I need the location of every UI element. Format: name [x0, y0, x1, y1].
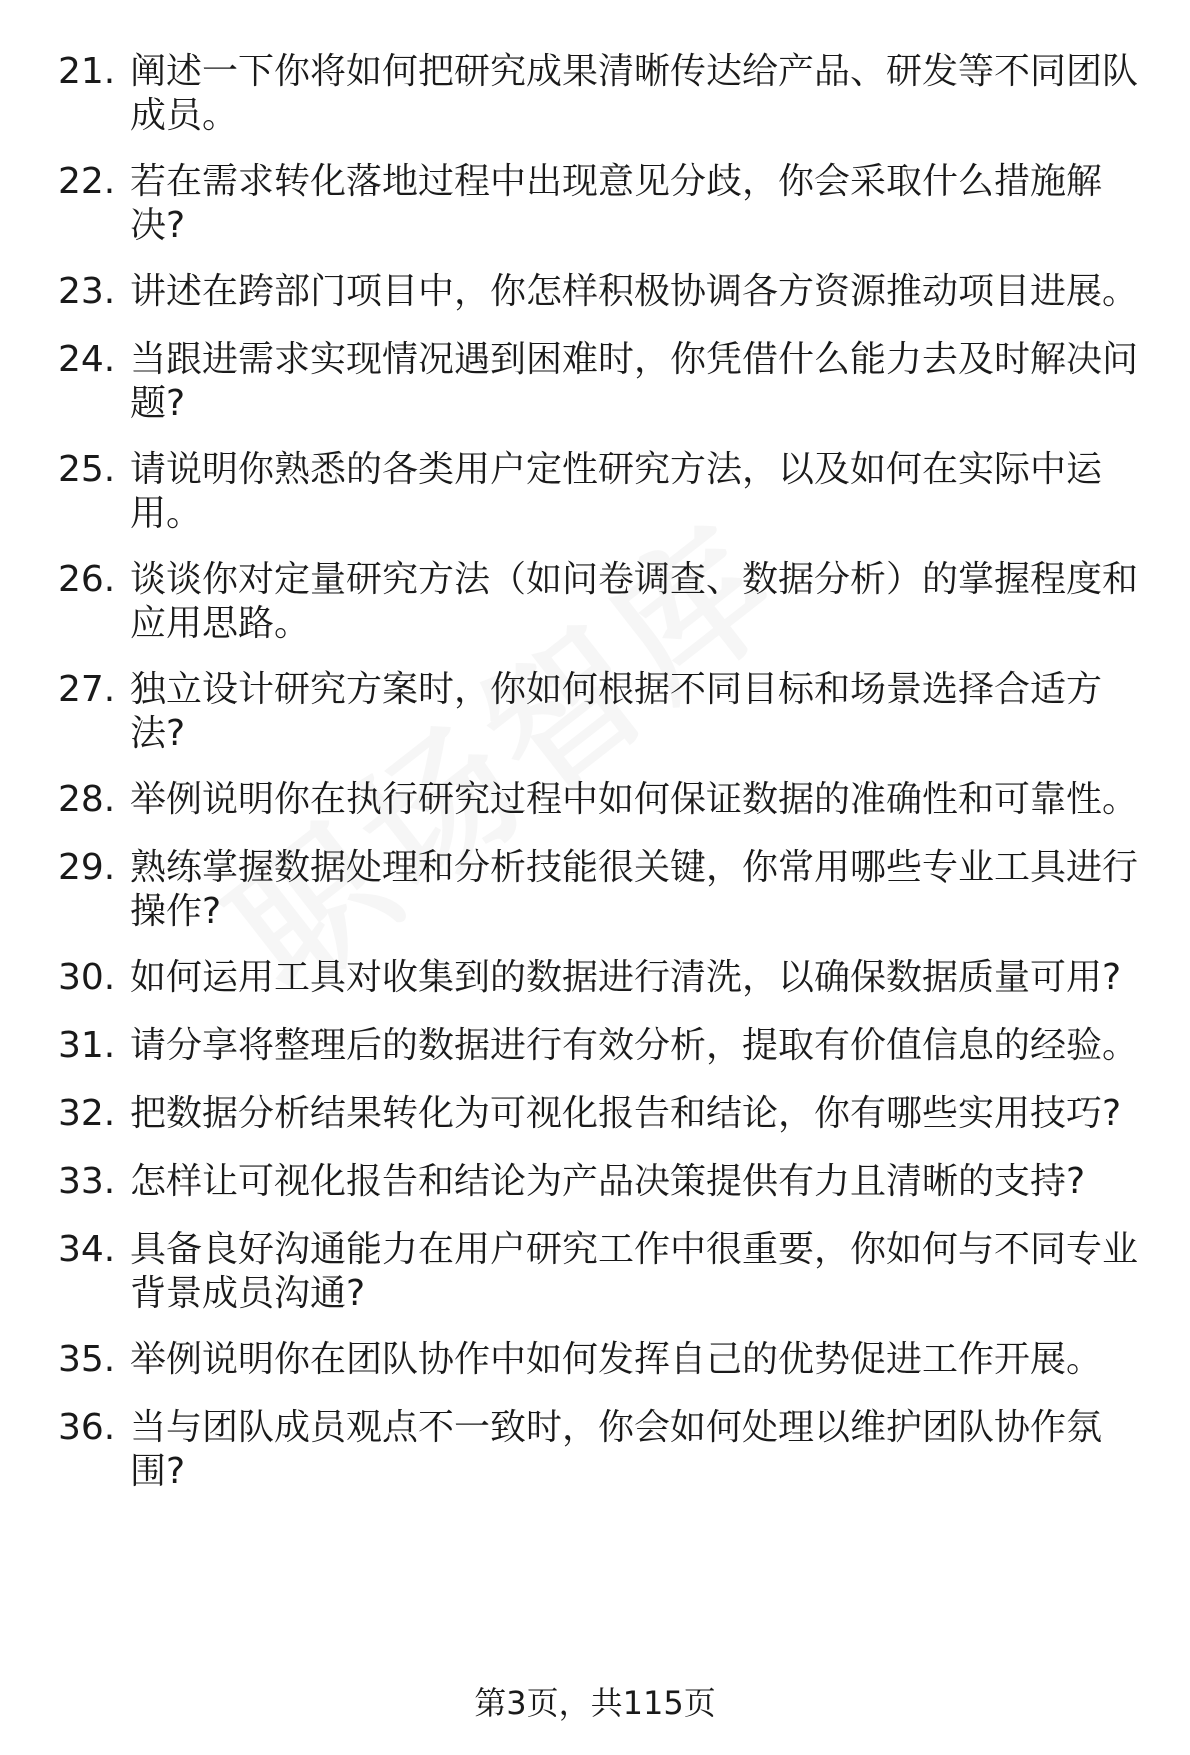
question-text-line1: 熟练掌握数据处理和分析技能很关键，你常用哪些专业工具进行 — [130, 847, 1139, 888]
question-text-line1: 怎样让可视化报告和结论为产品决策提供有力且清晰的支持? — [130, 1161, 1086, 1202]
question-number: 36. — [58, 1407, 116, 1448]
question-item — [58, 338, 1148, 426]
question-item — [58, 448, 1148, 536]
question-item — [58, 956, 1148, 1000]
question-item — [58, 846, 1148, 934]
question-number: 33. — [58, 1161, 116, 1202]
question-item — [58, 50, 1148, 138]
question-number: 31. — [58, 1025, 116, 1066]
question-text-line2: 决? — [130, 205, 186, 246]
question-text-line1: 具备良好沟通能力在用户研究工作中很重要，你如何与不同专业 — [130, 1229, 1139, 1270]
question-text-line2: 题? — [130, 383, 186, 424]
question-text-line2: 应用思路。 — [130, 603, 311, 644]
question-item — [58, 558, 1148, 646]
question-text-line1: 当与团队成员观点不一致时，你会如何处理以维护团队协作氛 — [130, 1407, 1103, 1448]
question-text-line1: 请分享将整理后的数据进行有效分析，提取有价值信息的经验。 — [130, 1025, 1139, 1066]
question-text-line1: 阐述一下你将如何把研究成果清晰传达给产品、研发等不同团队 — [130, 51, 1139, 92]
question-number: 35. — [58, 1339, 116, 1380]
question-text-line1: 举例说明你在执行研究过程中如何保证数据的准确性和可靠性。 — [130, 779, 1139, 820]
question-text-line1: 若在需求转化落地过程中出现意见分歧，你会采取什么措施解 — [130, 161, 1103, 202]
question-text-line2: 背景成员沟通? — [130, 1273, 366, 1314]
question-text-line1: 独立设计研究方案时，你如何根据不同目标和场景选择合适方 — [130, 669, 1103, 710]
question-item — [58, 1228, 1148, 1316]
question-text-line2: 用。 — [130, 493, 203, 534]
question-text-line2: 法? — [130, 713, 186, 754]
question-text-line1: 把数据分析结果转化为可视化报告和结论，你有哪些实用技巧? — [130, 1093, 1122, 1134]
question-text-line1: 谈谈你对定量研究方法（如问卷调查、数据分析）的掌握程度和 — [130, 559, 1139, 600]
page-number: 第3页，共115页 — [474, 1684, 716, 1722]
question-number: 22. — [58, 161, 116, 202]
question-item — [58, 1092, 1148, 1136]
question-number: 30. — [58, 957, 116, 998]
question-number: 25. — [58, 449, 116, 490]
question-number: 24. — [58, 339, 116, 380]
question-number: 29. — [58, 847, 116, 888]
question-text-line1: 当跟进需求实现情况遇到困难时，你凭借什么能力去及时解决问 — [130, 339, 1139, 380]
question-text-line1: 如何运用工具对收集到的数据进行清洗，以确保数据质量可用? — [130, 957, 1122, 998]
question-item — [58, 1406, 1148, 1494]
question-text-line2: 操作? — [130, 891, 222, 932]
question-number: 27. — [58, 669, 116, 710]
question-text-line1: 请说明你熟悉的各类用户定性研究方法，以及如何在实际中运 — [130, 449, 1103, 490]
question-item — [58, 778, 1148, 822]
question-number: 26. — [58, 559, 116, 600]
question-text-line2: 成员。 — [130, 95, 239, 136]
question-number: 21. — [58, 51, 116, 92]
question-item — [58, 1024, 1148, 1068]
question-number: 34. — [58, 1229, 116, 1270]
question-item — [58, 1160, 1148, 1204]
question-item — [58, 668, 1148, 756]
question-text-line2: 围? — [130, 1451, 186, 1492]
question-item — [58, 160, 1148, 248]
question-item — [58, 1338, 1148, 1382]
question-item — [58, 270, 1148, 314]
question-number: 23. — [58, 271, 116, 312]
question-text-line1: 讲述在跨部门项目中，你怎样积极协调各方资源推动项目进展。 — [130, 271, 1139, 312]
question-number: 28. — [58, 779, 116, 820]
question-number: 32. — [58, 1093, 116, 1134]
question-text-line1: 举例说明你在团队协作中如何发挥自己的优势促进工作开展。 — [130, 1339, 1103, 1380]
